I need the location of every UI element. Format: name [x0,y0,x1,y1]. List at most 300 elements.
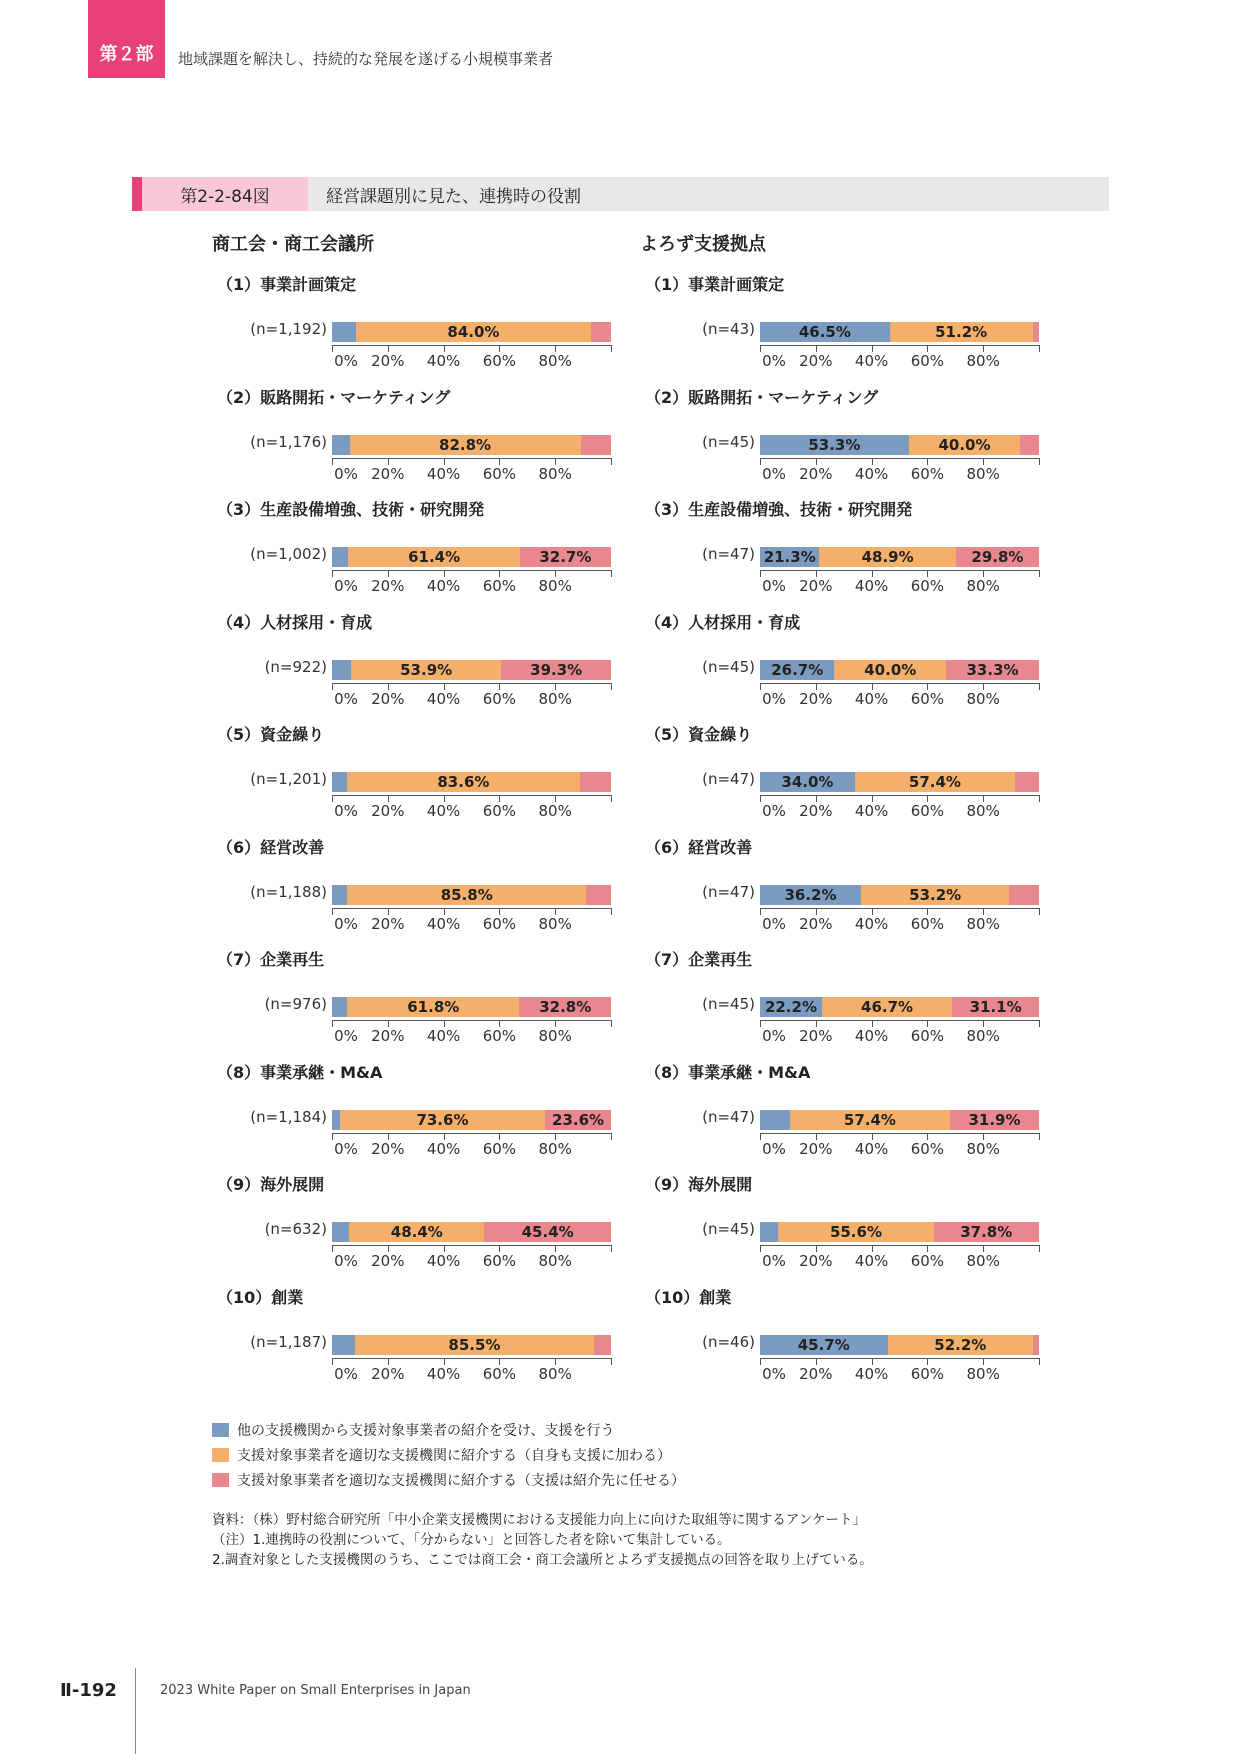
x-axis-tick-label: 80% [538,1139,572,1158]
chart-title: （5）資金繰り [645,725,753,744]
data-label: 52.2% [934,1335,987,1354]
segment-referred-in [760,772,855,792]
x-axis-tick-label: 20% [371,577,405,595]
x-axis-tick [444,570,445,577]
x-axis-tick-label: 80% [538,1364,572,1383]
x-axis-tick [388,1358,389,1365]
x-axis-tick [611,1358,612,1365]
x-axis-tick-label: 40% [426,464,461,483]
x-axis-tick-label: 80% [538,802,572,820]
source-note: 資料：（株）野村総合研究所「中小企業支援機関における支援能力向上に向けた取組等に関するアンケート」 [212,1512,866,1528]
x-axis-tick [332,345,333,352]
x-axis-tick [1039,458,1040,465]
segment-referred-in [332,1110,340,1130]
x-axis-tick-label: 60% [482,1139,517,1158]
x-axis-tick-label: 20% [799,689,833,708]
stacked-bar [760,660,1039,680]
data-label: 34.0% [781,773,834,791]
sample-size-label: (n=47) [702,1107,755,1126]
stacked-bar [332,997,611,1017]
x-axis-tick-label: 20% [799,914,833,933]
x-axis-tick [499,1245,500,1252]
legend-item-orange [212,1443,685,1467]
segment-referred-in [332,435,350,455]
x-axis-tick-label: 40% [854,352,889,370]
x-axis-tick-label: 60% [482,914,517,933]
x-axis-tick [760,458,761,465]
x-axis-tick-label: 0% [762,464,786,483]
x-axis-tick [332,908,333,915]
bar-chart [212,580,712,708]
x-axis-tick-label: 80% [966,689,1000,708]
data-label: 83.6% [437,773,490,791]
chart-title: （10）創業 [645,1287,732,1307]
sample-size-label: (n=43) [702,320,755,338]
chart-title: （10）創業 [217,1287,304,1307]
x-axis-line [332,795,612,796]
sample-size-label: (n=45) [702,657,755,676]
x-axis-tick [760,908,761,915]
part-tab [88,0,165,78]
x-axis-tick-label: 40% [426,1252,461,1270]
x-axis-tick-label: 40% [854,689,889,708]
x-axis-tick [1039,1358,1040,1365]
legend-swatch [212,1423,229,1437]
x-axis-tick [816,458,817,465]
x-axis-tick [499,570,500,577]
segment-refer-only [952,997,1039,1017]
x-axis-tick-label: 20% [371,464,405,483]
legend-item-pink [212,1468,685,1492]
x-axis-tick [332,683,333,690]
x-axis-tick [611,1133,612,1140]
x-axis-tick-label: 60% [910,689,945,708]
segment-referred-in [760,885,861,905]
x-axis-tick-label: 20% [371,1364,405,1383]
x-axis-tick [983,795,984,802]
x-axis-line [760,908,1040,909]
segment-referred-in [760,1222,778,1242]
x-axis-tick [816,1245,817,1252]
x-axis-tick-label: 60% [482,1252,517,1270]
x-axis-tick-label: 80% [966,802,1000,820]
x-axis-tick-label: 40% [854,577,889,595]
x-axis-tick [555,683,556,690]
x-axis-tick [388,458,389,465]
x-axis-tick-label: 40% [426,1139,461,1158]
stacked-bar [760,1222,1039,1242]
x-axis-tick [872,908,873,915]
segment-referred-in [332,997,347,1017]
x-axis-tick [444,683,445,690]
segment-referred-in [760,660,834,680]
data-label: 31.1% [969,998,1022,1016]
x-axis-tick [388,1133,389,1140]
x-axis-tick-label: 20% [799,577,833,595]
stacked-bar [332,885,611,905]
x-axis-tick-label: 80% [966,1027,1000,1045]
x-axis-tick [816,1358,817,1365]
segment-refer-only [594,1335,611,1355]
x-axis-tick [1039,683,1040,690]
chart-title: （1）事業計画策定 [645,275,785,294]
x-axis-tick [927,908,928,915]
x-axis-tick-label: 40% [854,1252,889,1270]
x-axis-tick [332,458,333,465]
x-axis-line [332,1133,612,1134]
x-axis-tick-label: 0% [762,689,786,708]
x-axis-tick [611,908,612,915]
x-axis-tick [332,1020,333,1027]
x-axis-tick [499,795,500,802]
x-axis-tick [388,1245,389,1252]
segment-refer-only [1033,322,1039,342]
x-axis-tick [927,570,928,577]
x-axis-tick [816,1133,817,1140]
segment-refer-only [580,772,611,792]
x-axis-tick-label: 40% [854,1027,889,1045]
x-axis-tick [1039,795,1040,802]
bar-chart [212,805,712,933]
x-axis-tick [611,458,612,465]
x-axis-tick-label: 20% [799,1252,833,1270]
x-axis-tick [611,345,612,352]
stacked-bar [760,322,1039,342]
x-axis-line [760,570,1040,571]
segment-refer-only [484,1222,611,1242]
chart-title: （9）海外展開 [645,1175,753,1194]
segment-referred-in [760,1335,888,1355]
data-label: 46.7% [861,998,914,1016]
x-axis-tick-label: 80% [538,914,572,933]
x-axis-tick-label: 40% [854,1139,889,1158]
x-axis-tick-label: 0% [334,352,358,370]
x-axis-tick-label: 80% [538,352,572,370]
x-axis-tick-label: 20% [799,1364,833,1383]
x-axis-tick-label: 40% [426,914,461,933]
sample-size-label: (n=47) [702,545,755,563]
sample-size-label: (n=1,187) [250,1332,327,1351]
x-axis-tick [611,683,612,690]
x-axis-tick [816,1020,817,1027]
x-axis-tick-label: 0% [762,1139,786,1158]
data-label: 61.4% [408,548,461,566]
x-axis-tick [499,458,500,465]
x-axis-tick [983,1020,984,1027]
x-axis-tick-label: 60% [482,802,517,820]
x-axis-tick-label: 20% [371,689,405,708]
legend-label: 支援対象事業者を適切な支援機関に紹介する（自身も支援に加わる） [237,1448,671,1464]
stacked-bar [332,1335,611,1355]
x-axis-tick [983,908,984,915]
x-axis-tick-label: 80% [538,464,572,483]
x-axis-tick [444,345,445,352]
x-axis-tick-label: 20% [371,352,405,370]
x-axis-tick-label: 0% [762,1252,786,1270]
figure-title: 経営課題別に見た、連携時の役割 [326,186,581,207]
x-axis-tick-label: 0% [334,464,358,483]
x-axis-tick [927,345,928,352]
x-axis-tick-label: 40% [426,1364,461,1383]
segment-referred-in [332,1222,349,1242]
x-axis-tick [872,795,873,802]
segment-refer-and-join [356,322,590,342]
x-axis-tick [332,570,333,577]
stacked-bar [332,660,611,680]
segment-refer-only [1033,1335,1039,1355]
data-label: 57.4% [908,773,961,791]
x-axis-tick-label: 60% [482,464,517,483]
x-axis-tick-label: 0% [762,802,786,820]
x-axis-tick-label: 0% [334,1027,358,1045]
sample-size-label: (n=1,188) [250,882,327,901]
x-axis-tick-label: 60% [910,1364,945,1383]
x-axis-tick [872,1245,873,1252]
x-axis-tick-label: 60% [910,1027,945,1045]
data-label: 40.0% [864,660,917,679]
x-axis-tick-label: 60% [482,352,517,370]
stacked-bar [332,772,611,792]
data-label: 84.0% [447,323,500,341]
bar-chart [640,464,1140,595]
segment-refer-only [946,660,1039,680]
x-axis-tick-label: 20% [371,1027,405,1045]
chart-title: （8）事業承継・M&A [217,1062,383,1082]
chart-title: （3）生産設備増強、技術・研究開発 [645,500,913,519]
x-axis-tick-label: 0% [334,1364,358,1383]
data-label: 51.2% [935,323,988,341]
x-axis-tick [388,908,389,915]
legend-swatch [212,1448,229,1462]
x-axis-tick-label: 80% [966,914,1000,933]
x-axis-tick [760,795,761,802]
stacked-bar [332,1222,611,1242]
data-label: 39.3% [530,660,583,679]
x-axis-line [332,908,612,909]
x-axis-tick [872,1358,873,1365]
x-axis-tick [1039,908,1040,915]
x-axis-tick [332,1245,333,1252]
x-axis-tick-label: 60% [910,914,945,933]
publication-title: 2023 White Paper on Small Enterprises in Japan [160,1683,471,1698]
panel-yorozu [640,230,1140,1383]
x-axis-tick-label: 40% [854,802,889,820]
data-label: 82.8% [439,435,492,454]
stacked-bar [760,997,1039,1017]
x-axis-tick-label: 60% [482,577,517,595]
stacked-bar [332,547,611,567]
x-axis-tick-label: 20% [371,914,405,933]
x-axis-tick-label: 80% [966,1252,1000,1270]
x-axis-tick [983,570,984,577]
x-axis-tick [444,1245,445,1252]
segment-refer-only [956,547,1039,567]
x-axis-tick [332,1358,333,1365]
x-axis-tick-label: 40% [426,689,461,708]
x-axis-tick [332,795,333,802]
sample-size-label: (n=632) [264,1220,327,1238]
chart-title: （2）販路開拓・マーケティング [217,387,451,407]
segment-refer-only [1009,885,1039,905]
segment-refer-and-join [822,997,952,1017]
x-axis-tick-label: 20% [799,464,833,483]
data-label: 53.3% [808,435,861,454]
footer-divider [135,1668,136,1754]
notes [212,1510,873,1570]
segment-referred-in [760,997,822,1017]
x-axis-tick [872,345,873,352]
x-axis-tick-label: 40% [426,802,461,820]
segment-refer-and-join [347,997,519,1017]
panel-title: 商工会・商工会議所 [212,234,374,255]
sample-size-label: (n=1,002) [250,545,327,563]
data-label: 33.3% [966,660,1019,679]
panel-title: よろず支援拠点 [640,234,766,255]
data-label: 85.8% [440,885,493,904]
x-axis-tick-label: 80% [538,577,572,595]
x-axis-tick [927,795,928,802]
data-label: 23.6% [552,1110,605,1129]
x-axis-tick [555,1020,556,1027]
x-axis-tick-label: 80% [538,689,572,708]
segment-referred-in [332,772,347,792]
sample-size-label: (n=1,184) [250,1107,327,1126]
segment-refer-and-join [909,435,1021,455]
x-axis-tick-label: 40% [426,577,461,595]
bar-chart [640,805,1140,933]
segment-refer-and-join [348,547,519,567]
x-axis-line [760,345,1040,346]
segment-refer-and-join [350,435,581,455]
x-axis-tick-label: 80% [538,1252,572,1270]
x-axis-tick-label: 60% [910,1252,945,1270]
legend-label: 他の支援機関から支援対象事業者の紹介を受け、支援を行う [237,1423,615,1439]
x-axis-tick-label: 0% [762,577,786,595]
x-axis-tick [1039,1133,1040,1140]
sample-size-label: (n=922) [264,657,327,676]
segment-referred-in [760,435,909,455]
segment-refer-only [519,997,611,1017]
bar-chart [212,355,712,483]
segment-referred-in [332,660,351,680]
x-axis-line [760,1133,1040,1134]
x-axis-tick-label: 60% [482,1027,517,1045]
x-axis-line [332,458,612,459]
x-axis-tick [760,1245,761,1252]
x-axis-tick [927,683,928,690]
bar-chart [640,689,1140,820]
legend-swatch [212,1473,229,1487]
segment-refer-and-join [861,885,1009,905]
data-label: 46.5% [798,323,851,341]
bar-chart [212,464,712,595]
x-axis-line [760,1020,1040,1021]
x-axis-tick [555,345,556,352]
x-axis-tick [983,458,984,465]
sample-size-label: (n=45) [702,995,755,1013]
bar-chart [212,689,712,820]
data-label: 48.4% [390,1223,443,1241]
chart-title: （4）人材採用・育成 [645,612,801,632]
x-axis-tick-label: 20% [371,1252,405,1270]
chart-title: （7）企業再生 [645,950,753,969]
sample-size-label: (n=1,176) [250,432,327,451]
x-axis-line [760,1358,1040,1359]
chart-title: （4）人材採用・育成 [217,612,373,632]
segment-referred-in [332,1335,355,1355]
stacked-bar [760,885,1039,905]
x-axis-tick-label: 20% [371,1139,405,1158]
x-axis-line [760,1245,1040,1246]
x-axis-tick [611,1245,612,1252]
x-axis-tick-label: 0% [334,577,358,595]
x-axis-line [760,458,1040,459]
bar-chart [640,355,1140,483]
x-axis-tick [388,683,389,690]
x-axis-line [760,795,1040,796]
x-axis-tick-label: 40% [426,352,461,370]
segment-refer-only [520,547,611,567]
x-axis-tick [760,683,761,690]
sample-size-label: (n=47) [702,770,755,788]
segment-refer-and-join [349,1222,484,1242]
stacked-bar [332,1110,611,1130]
x-axis-tick-label: 0% [762,914,786,933]
x-axis-tick [555,570,556,577]
x-axis-tick [499,683,500,690]
x-axis-tick [927,1020,928,1027]
x-axis-tick-label: 0% [762,1364,786,1383]
bar-chart [212,1030,712,1158]
bar-chart [212,1139,712,1270]
x-axis-tick [555,795,556,802]
chart-title: （9）海外展開 [217,1175,325,1194]
x-axis-tick [555,458,556,465]
segment-refer-only [586,885,611,905]
x-axis-tick-label: 0% [762,352,786,370]
data-label: 40.0% [938,435,991,454]
segment-refer-only [591,322,611,342]
chart-title: （5）資金繰り [217,725,325,744]
x-axis-tick-label: 40% [854,914,889,933]
data-label: 29.8% [971,548,1024,566]
legend-item-blue [212,1418,685,1442]
segment-refer-and-join [347,885,586,905]
x-axis-line [332,1358,612,1359]
segment-refer-and-join [351,660,501,680]
x-axis-line [332,1245,612,1246]
x-axis-tick [611,1020,612,1027]
x-axis-tick-label: 0% [334,914,358,933]
x-axis-tick [816,570,817,577]
segment-refer-and-join [890,322,1033,342]
x-axis-tick [927,1245,928,1252]
segment-referred-in [332,885,347,905]
bar-chart [212,1255,712,1383]
legend [212,1418,685,1493]
x-axis-tick [499,1020,500,1027]
x-axis-tick [872,458,873,465]
data-label: 53.9% [400,660,453,679]
x-axis-tick [499,1133,500,1140]
x-axis-tick-label: 80% [966,1364,1000,1383]
x-axis-tick [872,1020,873,1027]
x-axis-tick-label: 0% [334,689,358,708]
stacked-bar [332,435,611,455]
figure-accent [132,177,142,211]
segment-refer-and-join [888,1335,1034,1355]
segment-refer-and-join [819,547,955,567]
